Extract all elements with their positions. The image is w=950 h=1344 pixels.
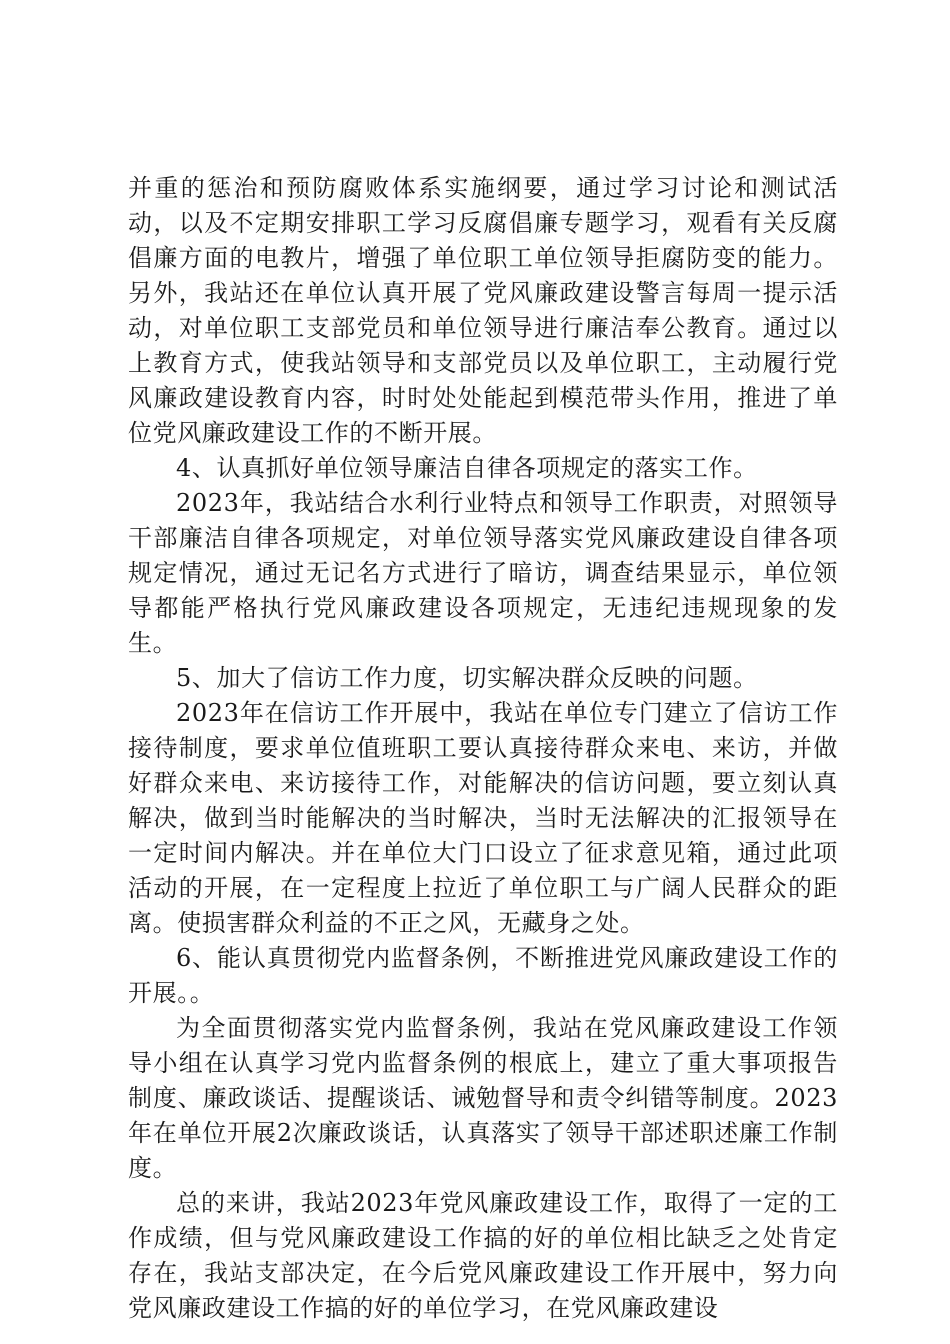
paragraph-education-summary: 并重的惩治和预防腐败体系实施纲要，通过学习讨论和测试活动，以及不定期安排职工学习反腐倡廉专题学习，观看有关反腐倡廉方面的电教片，增强了单位职工单位领导拒腐防变的能力。另外，我站还在单位认真开展了党风廉政建设警言每周一提示活动，对单位职工支部党员和单位领导进行廉洁奉公教育。通过以上教育方式，使我站领导和支部党员以及单位职工，主动履行党风廉政建设教育内容，时时处处能起到模范带头作用，推进了单位党风廉政建设工作的不断开展。 <box>128 174 838 447</box>
section-heading-5: 5、加大了信访工作力度，切实解决群众反映的问题。 <box>176 664 758 692</box>
paragraph-supervision: 为全面贯彻落实党内监督条例，我站在党风廉政建设工作领导小组在认真学习党内监督条例的根底上，建立了重大事项报告制度、廉政谈话、提醒谈话、诫勉督导和责令纠错等制度。2023年在单位开展2次廉政谈话，认真落实了领导干部述职述廉工作制度。 <box>128 1014 838 1182</box>
paragraph-petition-work: 2023年在信访工作开展中，我站在单位专门建立了信访工作接待制度，要求单位值班职工要认真接待群众来电、来访，并做好群众来电、来访接待工作，对能解决的信访问题，要立刻认真解决，做到当时能解决的当时解决，当时无法解决的汇报领导在一定时间内解决。并在单位大门口设立了征求意见箱，通过此项活动的开展，在一定程度上拉近了单位职工与广阔人民群众的距离。使损害群众利益的不正之风，无藏身之处。 <box>128 699 838 937</box>
section-heading-6: 6、能认真贯彻党内监督条例，不断推进党风廉政建设工作的开展。。 <box>128 944 838 1007</box>
paragraph-conclusion: 总的来讲，我站2023年党风廉政建设工作，取得了一定的工作成绩，但与党风廉政建设工作搞的好的单位相比缺乏之处肯定存在，我站支部决定，在今后党风廉政建设工作开展中，努力向党风廉政建设工作搞的好的单位学习，在党风廉政建设 <box>128 1189 838 1322</box>
section-heading-4: 4、认真抓好单位领导廉洁自律各项规定的落实工作。 <box>176 454 758 482</box>
paragraph-self-discipline: 2023年，我站结合水利行业特点和领导工作职责，对照领导干部廉洁自律各项规定，对单位领导落实党风廉政建设自律各项规定情况，通过无记名方式进行了暗访，调查结果显示，单位领导都能严格执行党风廉政建设各项规定，无违纪违规现象的发生。 <box>128 489 838 657</box>
document-body <box>128 171 838 1326</box>
